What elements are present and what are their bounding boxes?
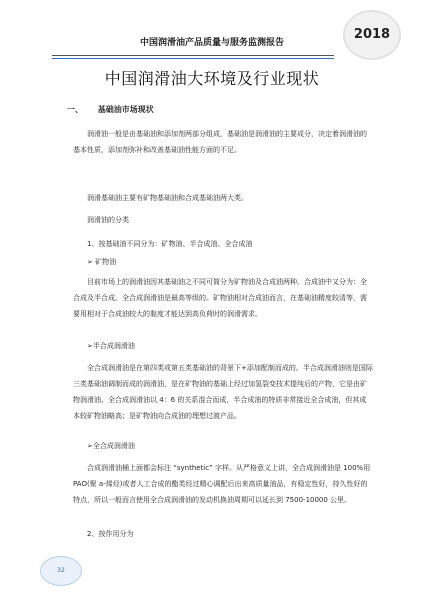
paragraph-intro: 润滑油一般是由基础油和添加剂两部分组成，基础油是润滑油的主要成分，决定着润滑油的基本性质，添加剂弥补和改善基础油性能方面的不足。 <box>73 130 367 154</box>
section-heading <box>67 104 154 115</box>
semi-synthetic-text: 全合成润滑油是在第四类或第五类基础油的背景下+添加配制而成的。半合成润滑油则是国际三类基础油调制而成的润滑油，是在矿物油的基础上经过加氢裂变技术提纯后的产物，它是由矿物润滑油、全合成润滑油以 4：6 的关系混合而成，半合成油的特质非常接近全合成油，但其成本较矿物油略高；是矿物油向合成油的理想过渡产品。 <box>73 364 373 420</box>
page-number: 32 <box>40 556 82 586</box>
paragraph-classification-by-base: 1、按基础油不同分为：矿物油、半合成油、全合成油 <box>87 240 253 248</box>
paragraph-base-oil-types: 润滑基础油主要有矿物基础油和合成基础油两大类。 <box>87 194 248 202</box>
paragraph-classification-by-function: 2、按作用分为 <box>87 530 134 538</box>
section-heading-text: 基础油市场现状 <box>97 105 154 114</box>
header-accent-line <box>52 58 334 59</box>
semi-synthetic-heading: ➢半合成润滑油 <box>87 342 135 350</box>
mineral-oil-text: 目前市场上的润滑油因其基础油之不同可简分为矿物油及合成油两种。合成油中又分为：全合成及半合成。全合成润滑油是最高等级的。矿物油相对合成油而言，在基础油精度较清等，需要用相对于合成油较大的黏度才能达到高负荷时的润滑需求。 <box>73 278 367 318</box>
header-report-title: 中国润滑油产品质量与服务监测报告 <box>139 38 284 48</box>
mineral-oil-heading: ➢ 矿物油 <box>87 258 117 266</box>
year-badge: 2018 <box>343 10 401 60</box>
page-title: 中国润滑油大环境及行业现状 <box>104 69 320 88</box>
report-header <box>0 0 424 70</box>
section-number: 一、 <box>67 105 83 114</box>
paragraph-classification-title: 润滑油的分类 <box>87 216 129 224</box>
full-synthetic-heading: ➢全合成润滑油 <box>87 442 135 450</box>
header-rule <box>52 55 334 56</box>
full-synthetic-text: 合成润滑油桶上面都会标注 “synthetic” 字样。从严格意义上讲，全合成润滑油是 100%用 PAO(聚 a-烯烃)或者人工合成的酯类经过精心调配后出来高质量油品，有稳定性好，持久性好的特点，所以一般而言使用全合成润滑油的发动机换油周期可以延长到 7500-10000 公里。 <box>73 464 371 504</box>
